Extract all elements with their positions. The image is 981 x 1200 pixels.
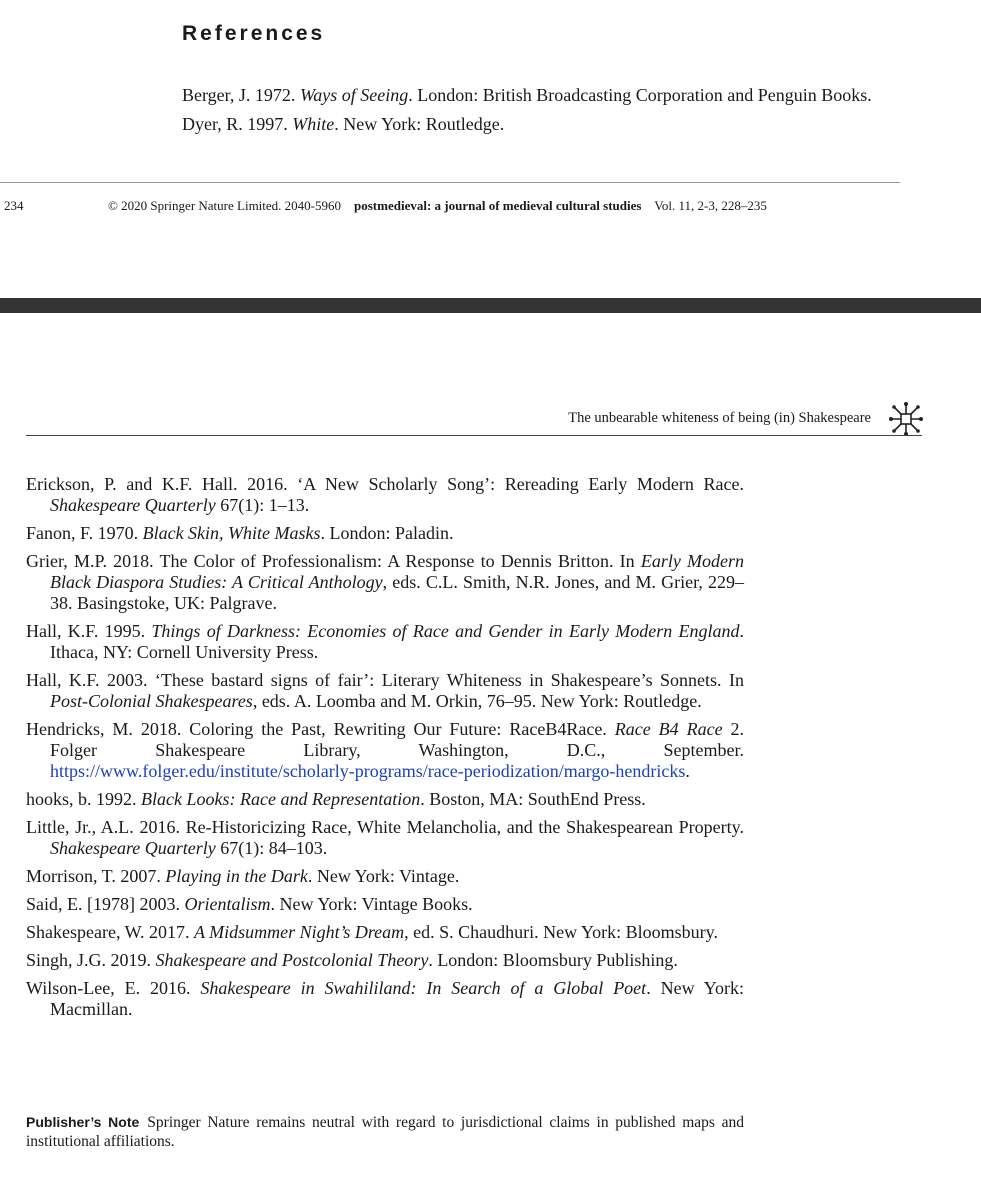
reference-entry: Hall, K.F. 1995. Things of Darkness: Economies of Race and Gender in Early Modern England. Ithaca, NY: Cornell University Press. bbox=[26, 621, 744, 662]
reference-entry: Little, Jr., A.L. 2016. Re-Historicizing Race, White Melancholia, and the Shakespearean Property. Shakespeare Quarterly 67(1): 84–103. bbox=[26, 817, 744, 858]
reference-link[interactable]: https://www.folger.edu/institute/scholarly-programs/race-periodization/margo-hendricks bbox=[50, 761, 686, 781]
references-heading: References bbox=[182, 22, 326, 45]
page-separator bbox=[0, 298, 981, 313]
reference-entry: Hendricks, M. 2018. Coloring the Past, Rewriting Our Future: RaceB4Race. Race B4 Race 2. Folger Shakespeare Library, Washington, D.C., September. https://www.folger.edu/institute/scholarly-programs/race-periodization/margo-hendricks. bbox=[26, 719, 744, 781]
reference-entry: Shakespeare, W. 2017. A Midsummer Night’s Dream, ed. S. Chaudhuri. New York: Bloomsbury. bbox=[26, 922, 718, 942]
journal-footer bbox=[108, 198, 767, 214]
top-reference-list bbox=[182, 85, 900, 135]
reference-entry: Dyer, R. 1997. White. New York: Routledge. bbox=[182, 114, 505, 134]
publisher-note-text: Springer Nature remains neutral with regard to jurisdictional claims in published maps and institutional affiliations. bbox=[26, 1114, 744, 1150]
reference-entry: Singh, J.G. 2019. Shakespeare and Postcolonial Theory. London: Bloomsbury Publishing. bbox=[26, 950, 678, 970]
reference-entry: hooks, b. 1992. Black Looks: Race and Representation. Boston, MA: SouthEnd Press. bbox=[26, 789, 646, 809]
page-number: 234 bbox=[4, 198, 24, 213]
reference-entry: Berger, J. 1972. Ways of Seeing. London: British Broadcasting Corporation and Penguin Books. bbox=[182, 85, 872, 105]
publisher-note bbox=[26, 1113, 744, 1151]
reference-entry: Erickson, P. and K.F. Hall. 2016. ‘A New Scholarly Song’: Rereading Early Modern Race. Shakespeare Quarterly 67(1): 1–13. bbox=[26, 474, 744, 515]
reference-entry: Fanon, F. 1970. Black Skin, White Masks. London: Paladin. bbox=[26, 523, 454, 543]
reference-entry: Wilson-Lee, E. 2016. Shakespeare in Swahililand: In Search of a Global Poet. New York: Macmillan. bbox=[26, 978, 744, 1019]
springer-horse-logo-icon bbox=[886, 399, 926, 439]
reference-entry: Said, E. [1978] 2003. Orientalism. New York: Vintage Books. bbox=[26, 894, 473, 914]
copyright-text: © 2020 Springer Nature Limited. 2040-5960 bbox=[108, 198, 342, 213]
reference-entry: Grier, M.P. 2018. The Color of Professionalism: A Response to Dennis Britton. In Early Modern Black Diaspora Studies: A Critical Anthology, eds. C.L. Smith, N.R. Jones, and M. Grier, 229–38. Basingstoke, UK: Palgrave. bbox=[26, 551, 744, 613]
bottom-reference-list bbox=[26, 474, 744, 1020]
reference-entry: Morrison, T. 2007. Playing in the Dark. New York: Vintage. bbox=[26, 866, 460, 886]
volume-info: Vol. 11, 2-3, 228–235 bbox=[654, 198, 767, 213]
running-head: The unbearable whiteness of being (in) Shakespeare bbox=[568, 410, 871, 426]
journal-name: postmedieval: a journal of medieval cultural studies bbox=[354, 198, 642, 213]
publisher-note-label: Publisher’s Note bbox=[26, 1114, 140, 1130]
header-divider bbox=[26, 435, 922, 436]
footer-divider bbox=[0, 182, 900, 183]
reference-entry: Hall, K.F. 2003. ‘These bastard signs of fair’: Literary Whiteness in Shakespeare’s Sonnets. In Post-Colonial Shakespeares, eds. A. Loomba and M. Orkin, 76–95. New York: Routledge. bbox=[26, 670, 744, 711]
